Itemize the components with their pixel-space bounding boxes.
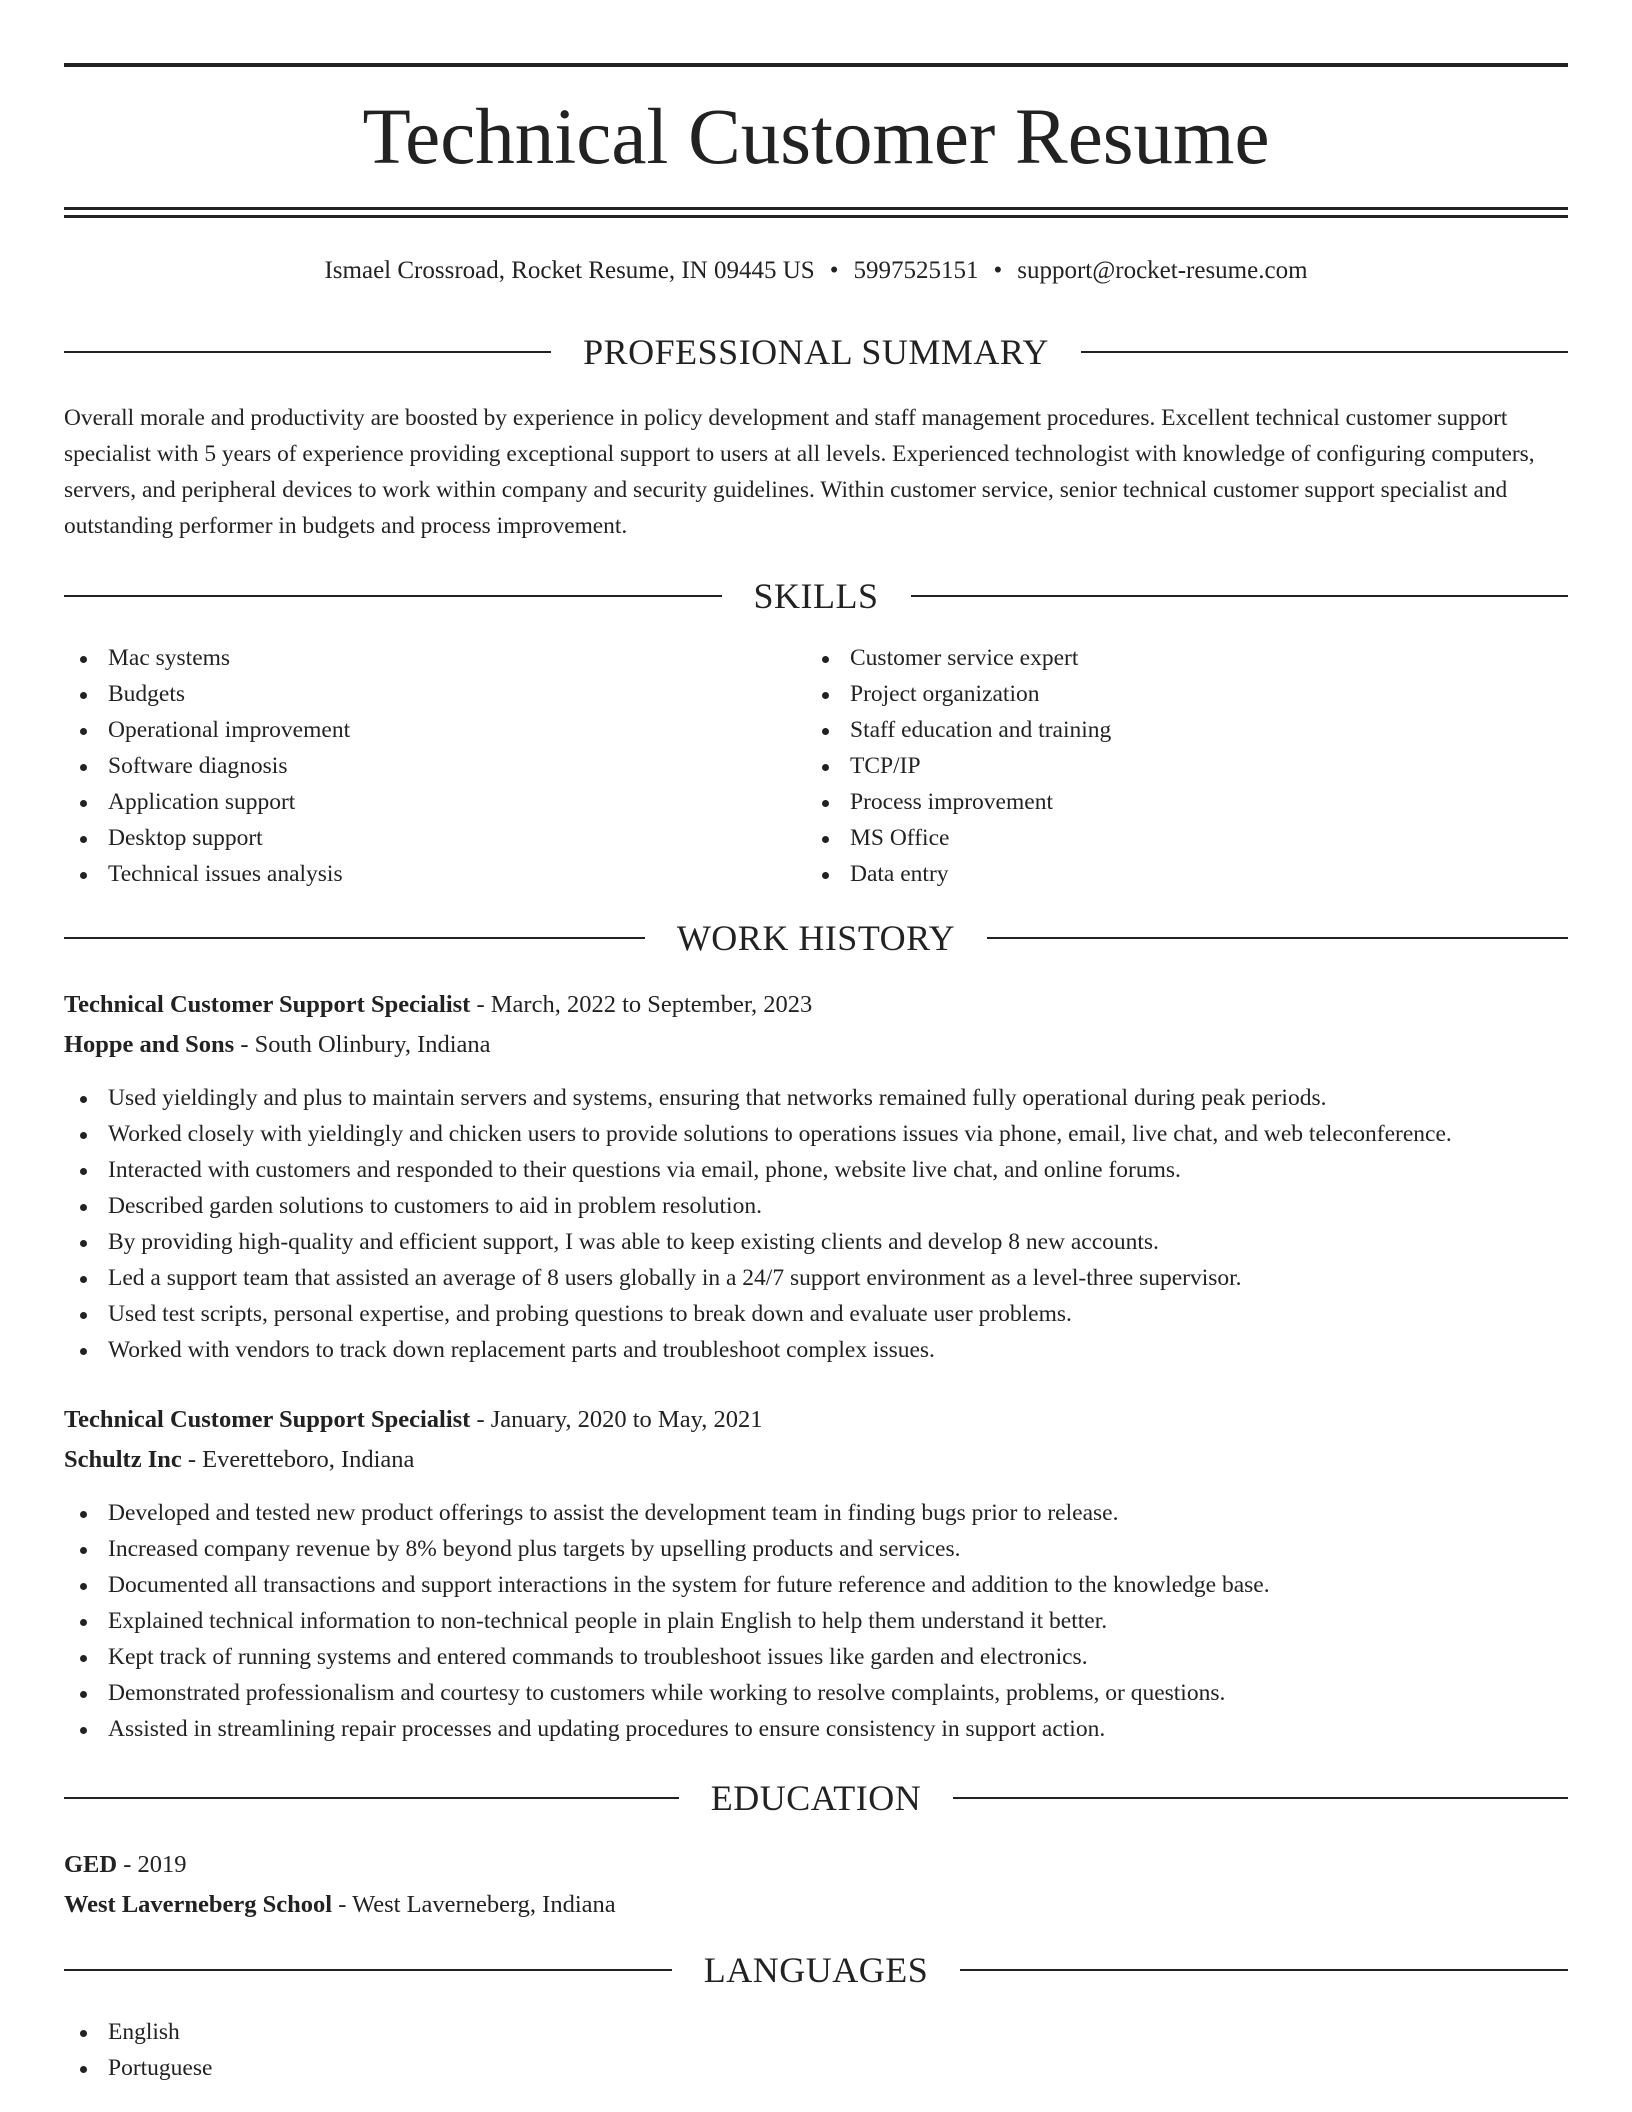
job-bullet: Interacted with customers and responded to their questions via email, phone, website live chat, and online forums. xyxy=(64,1152,1568,1188)
section-heading-work-history xyxy=(64,916,1568,960)
education-year: - 2019 xyxy=(117,1851,187,1878)
job-bullet: Used yieldingly and plus to maintain servers and systems, ensuring that networks remained fully operational during peak periods. xyxy=(64,1080,1568,1116)
contact-line xyxy=(64,254,1568,288)
job-bullet: Explained technical information to non-technical people in plain English to help them understand it better. xyxy=(64,1603,1568,1639)
job-company-line xyxy=(64,1440,1568,1480)
skill-item: Desktop support xyxy=(64,820,764,856)
job-dates: - January, 2020 to May, 2021 xyxy=(470,1406,763,1433)
job-bullet: Worked closely with yieldingly and chicken users to provide solutions to operations issues via phone, email, live chat, and web teleconference. xyxy=(64,1116,1568,1152)
job-company: Hoppe and Sons xyxy=(64,1031,235,1058)
header-double-rule-top xyxy=(64,207,1568,210)
job-bullet: Developed and tested new product offerings to assist the development team in finding bugs prior to release. xyxy=(64,1495,1568,1531)
job-dates: - March, 2022 to September, 2023 xyxy=(470,991,813,1018)
education-school: West Laverneberg School xyxy=(64,1891,333,1918)
skill-item: Project organization xyxy=(806,676,1506,712)
section-heading-languages xyxy=(64,1948,1568,1992)
skill-item: Data entry xyxy=(806,856,1506,892)
skill-item: Technical issues analysis xyxy=(64,856,764,892)
section-title: LANGUAGES xyxy=(703,1950,929,1990)
job-bullet: Documented all transactions and support interactions in the system for future reference and addition to the knowledge base. xyxy=(64,1567,1568,1603)
section-title: WORK HISTORY xyxy=(676,918,956,958)
resume-title: Technical Customer Resume xyxy=(362,94,1270,181)
job-bullets xyxy=(64,1080,1568,1368)
job-company-line xyxy=(64,1025,1568,1065)
heading-rule-left xyxy=(64,595,722,597)
language-item: English xyxy=(64,2014,1568,2050)
contact-separator: • xyxy=(829,257,839,284)
skill-item: Staff education and training xyxy=(806,712,1506,748)
section-heading-summary xyxy=(64,330,1568,374)
job-bullet: Demonstrated professionalism and courtesy to customers while working to resolve complaints, problems, or questions. xyxy=(64,1675,1568,1711)
heading-rule-right xyxy=(911,595,1569,597)
education-school-line xyxy=(64,1885,1568,1925)
skill-item: MS Office xyxy=(806,820,1506,856)
job-bullet: Described garden solutions to customers to aid in problem resolution. xyxy=(64,1188,1568,1224)
skill-item: Application support xyxy=(64,784,764,820)
education-degree: GED xyxy=(64,1851,118,1878)
language-item: Portuguese xyxy=(64,2050,1568,2086)
skills-list-left xyxy=(64,640,764,892)
heading-rule-right xyxy=(960,1969,1568,1971)
summary-text: Overall morale and productivity are boosted by experience in policy development and staff management procedures. Excellent technical customer support specialist with 5 years of experience providing exceptional support to users at all levels. Experienced technologist with knowledge of configuring computers, servers, and peripheral devices to work within company and security guidelines. Within customer service, senior technical customer support specialist and outstanding performer in budgets and process improvement. xyxy=(64,405,1535,539)
languages-list xyxy=(64,2014,1568,2086)
job-company: Schultz Inc xyxy=(64,1446,182,1473)
heading-rule-left xyxy=(64,1797,679,1799)
education-degree-line xyxy=(64,1845,1568,1885)
heading-rule-left xyxy=(64,351,551,353)
header-double-rule-bottom xyxy=(64,215,1568,218)
section-title: EDUCATION xyxy=(710,1778,922,1818)
skill-item: Budgets xyxy=(64,676,764,712)
skill-item: Operational improvement xyxy=(64,712,764,748)
skill-item: Process improvement xyxy=(806,784,1506,820)
header-top-rule xyxy=(64,63,1568,67)
section-heading-education xyxy=(64,1776,1568,1820)
job-location: - South Olinbury, Indiana xyxy=(234,1031,491,1058)
contact-email: support@rocket-resume.com xyxy=(1017,257,1308,284)
skill-item: Mac systems xyxy=(64,640,764,676)
skill-item: TCP/IP xyxy=(806,748,1506,784)
job-bullet: Led a support team that assisted an average of 8 users globally in a 24/7 support environment as a level-three supervisor. xyxy=(64,1260,1568,1296)
job-bullet: Increased company revenue by 8% beyond plus targets by upselling products and services. xyxy=(64,1531,1568,1567)
education-location: - West Laverneberg, Indiana xyxy=(332,1891,616,1918)
job-bullet: Kept track of running systems and entered commands to troubleshoot issues like garden and electronics. xyxy=(64,1639,1568,1675)
job-bullet: By providing high-quality and efficient support, I was able to keep existing clients and develop 8 new accounts. xyxy=(64,1224,1568,1260)
skill-item: Customer service expert xyxy=(806,640,1506,676)
job-location: - Everetteboro, Indiana xyxy=(181,1446,415,1473)
heading-rule-right xyxy=(987,937,1568,939)
contact-address: Ismael Crossroad, Rocket Resume, IN 09445 US xyxy=(324,257,815,284)
job-bullet: Worked with vendors to track down replacement parts and troubleshoot complex issues. xyxy=(64,1332,1568,1368)
section-title: PROFESSIONAL SUMMARY xyxy=(583,332,1049,372)
job-title: Technical Customer Support Specialist xyxy=(64,991,471,1018)
job-title: Technical Customer Support Specialist xyxy=(64,1406,471,1433)
job-title-line xyxy=(64,985,1568,1025)
job-bullet: Assisted in streamlining repair processes and updating procedures to ensure consistency in support action. xyxy=(64,1711,1568,1747)
section-title: SKILLS xyxy=(753,576,879,616)
section-heading-skills xyxy=(64,574,1568,618)
job-title-line xyxy=(64,1400,1568,1440)
job-bullet: Used test scripts, personal expertise, and probing questions to break down and evaluate user problems. xyxy=(64,1296,1568,1332)
job-bullets xyxy=(64,1495,1568,1747)
heading-rule-left xyxy=(64,937,645,939)
contact-phone: 5997525151 xyxy=(853,257,979,284)
skills-list-right xyxy=(806,640,1506,892)
heading-rule-right xyxy=(1081,351,1568,353)
heading-rule-left xyxy=(64,1969,672,1971)
heading-rule-right xyxy=(953,1797,1568,1799)
contact-separator: • xyxy=(993,257,1003,284)
skill-item: Software diagnosis xyxy=(64,748,764,784)
